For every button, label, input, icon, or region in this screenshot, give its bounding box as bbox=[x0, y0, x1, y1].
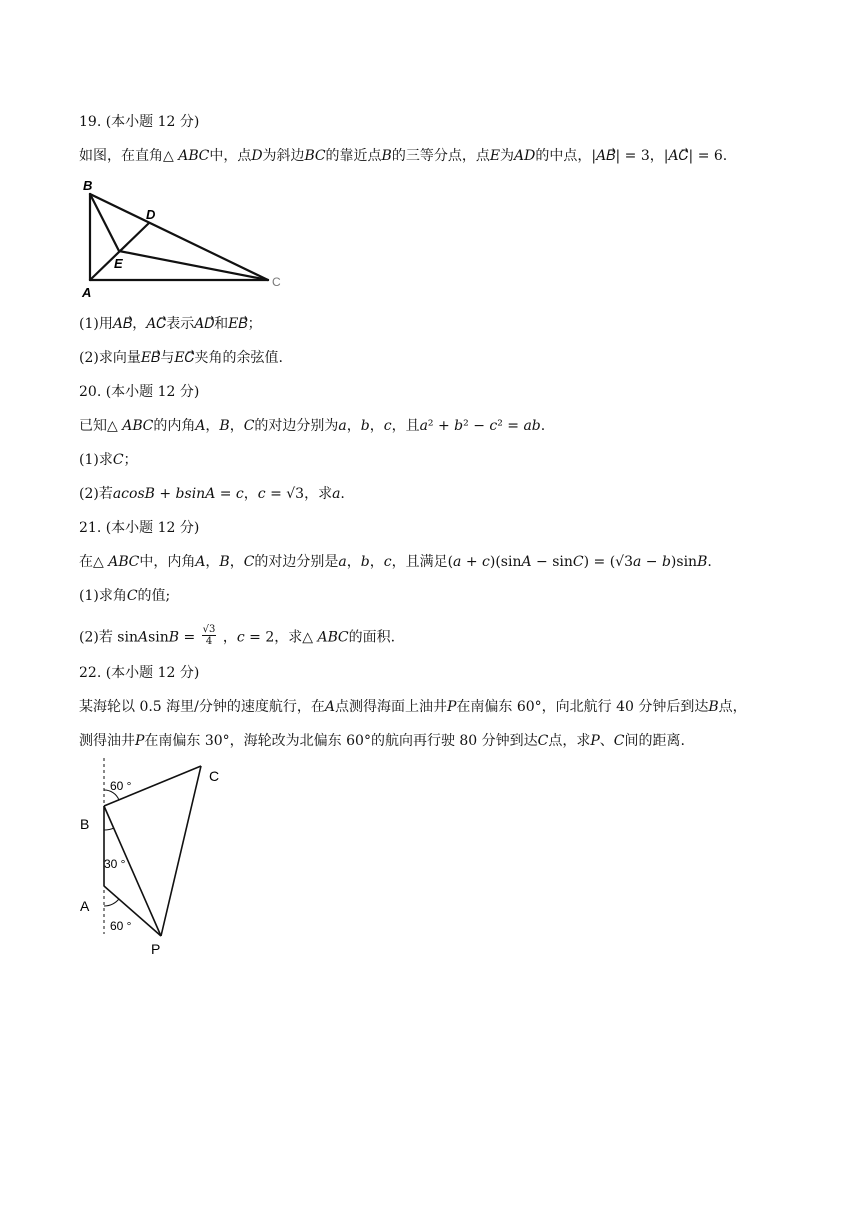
q22-navigation-figure bbox=[76, 756, 246, 961]
q22-header: 22. (本小题 12 分) bbox=[79, 665, 200, 681]
q19-part2: (2)求向量𝐸𝐵⃗与𝐸𝐶⃗夹角的余弦值. bbox=[79, 350, 283, 366]
q21-part2-prefix: (2)若 sin𝐴sin𝐵 = bbox=[79, 629, 196, 646]
q20-header: 20. (本小题 12 分) bbox=[79, 384, 200, 400]
q21-part2-suffix: ，𝑐 = 2，求△ 𝐴𝐵𝐶的面积. bbox=[222, 629, 396, 646]
fraction-numerator: √3 bbox=[202, 624, 216, 635]
angle-arc-mid bbox=[104, 828, 114, 830]
q19-triangle-figure bbox=[78, 176, 288, 302]
q20-part2: (2)若𝑎𝑐𝑜𝑠𝐵 + 𝑏𝑠𝑖𝑛𝐴 = 𝑐，𝑐 = √3，求𝑎. bbox=[79, 486, 345, 502]
q22-stem-line1: 某海轮以 0.5 海里/分钟的速度航行，在𝐴点测得海面上油井𝑃在南偏东 60°，向北航行 40 分钟后到达𝐵点， bbox=[79, 699, 747, 715]
angle-label-top: 60 ° bbox=[110, 779, 132, 793]
q21-part1: (1)求角𝐶的值; bbox=[79, 588, 171, 604]
label-e: E bbox=[114, 256, 123, 271]
q19-stem: 如图，在直角△ 𝐴𝐵𝐶中，点𝐷为斜边𝐵𝐶的靠近点𝐵的三等分点，点𝐸为𝐴𝐷的中点，|𝐴𝐵⃗| = 3，|𝐴𝐶⃗| = 6. bbox=[79, 148, 728, 164]
label-a: A bbox=[82, 285, 92, 300]
q22-stem-line2: 测得油井𝑃在南偏东 30°，海轮改为北偏东 60°的航向再行驶 80 分钟到达𝐶点，求𝑃、𝐶间的距离. bbox=[79, 733, 685, 749]
label-b: B bbox=[80, 816, 90, 832]
segment-eb bbox=[90, 194, 119, 251]
label-d: D bbox=[146, 207, 156, 222]
q20-stem: 已知△ 𝐴𝐵𝐶的内角𝐴，𝐵，𝐶的对边分别为𝑎，𝑏，𝑐，且𝑎² + 𝑏² − 𝑐² = 𝑎𝑏. bbox=[79, 418, 546, 434]
label-c: C bbox=[209, 768, 220, 784]
q21-part2-fraction bbox=[202, 624, 217, 647]
segment-ec bbox=[119, 251, 268, 280]
label-a: A bbox=[80, 898, 90, 914]
q21-part2 bbox=[79, 626, 395, 649]
angle-label-mid: 30 ° bbox=[104, 857, 126, 871]
segment-bp bbox=[104, 806, 161, 936]
label-c: C bbox=[272, 275, 281, 289]
q19-part1: (1)用𝐴𝐵⃗，𝐴𝐶⃗表示𝐴𝐷⃗和𝐸𝐵⃗； bbox=[79, 316, 262, 332]
q21-header: 21. (本小题 12 分) bbox=[79, 520, 200, 536]
q19-header: 19. (本小题 12 分) bbox=[79, 114, 200, 130]
q21-stem: 在△ 𝐴𝐵𝐶中，内角𝐴，𝐵，𝐶的对边分别是𝑎，𝑏，𝑐，且满足(𝑎 + 𝑐)(sin𝐴 − sin𝐶) = (√3𝑎 − 𝑏)sin𝐵. bbox=[79, 554, 712, 570]
label-b: B bbox=[83, 178, 93, 193]
q20-part1: (1)求𝐶； bbox=[79, 452, 138, 468]
angle-label-bottom: 60 ° bbox=[110, 919, 132, 933]
label-p: P bbox=[151, 941, 161, 957]
segment-cp bbox=[161, 766, 201, 936]
angle-arc-bottom bbox=[104, 899, 119, 906]
fraction-denominator: 4 bbox=[205, 636, 213, 647]
